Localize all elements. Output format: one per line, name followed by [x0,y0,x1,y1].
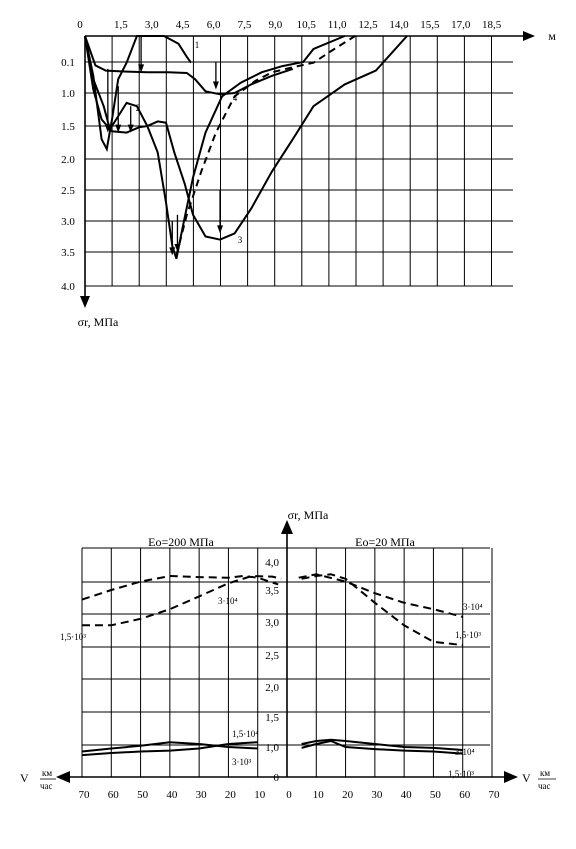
x-axis-arrow [523,31,535,41]
x-tick-label: 4,5 [175,19,190,31]
x-tick-label-left: 60 [107,789,119,801]
y-tick-label: 1,5 [265,712,279,724]
x-tick-label: 9,0 [268,19,283,31]
y-axis-arrow [80,296,90,308]
x-tick-label-right: 20 [342,789,354,801]
series-label: 1,5·10³ [448,769,474,779]
x-tick-label-left: 50 [137,789,149,801]
series-line [299,574,463,617]
x-tick-label: 10,5 [296,19,316,31]
y-tick-label: 1.0 [61,88,75,100]
series-line [85,36,407,240]
peak-arrow-head [213,82,219,90]
curve-label: 3 [237,235,243,245]
chart-stress-vs-speed [20,508,556,801]
peak-arrow-head [217,225,223,233]
x-tick-label: 18,5 [481,19,502,31]
x-tick-label-left: 20 [224,789,236,801]
series-label: 1,5·10³ [455,630,481,640]
y-tick-label: 3,5 [265,585,279,597]
y-tick-label: 3.0 [61,216,75,228]
x-tick-label-left: 10 [254,789,266,801]
series-label: 1,5·10⁴ [232,729,259,739]
x-axis-arrow-left [56,771,70,783]
x-tick-label: 1,5 [114,19,128,31]
x-tick-label: 12,5 [358,19,378,31]
x-tick-label-right: 50 [429,789,441,801]
series-line [82,576,281,625]
x-tick-label: 6,0 [206,19,221,31]
y-tick-label: 0 [273,772,279,784]
x-tick-label-left: 0 [286,789,292,801]
y-axis-arrow [281,520,293,534]
x-axis-label-left: V [20,771,29,785]
x-tick-label: 3,0 [144,19,159,31]
y-tick-label: 3,0 [265,617,279,629]
y-tick-label: 4,0 [265,557,279,569]
series-label: 3·10³ [232,757,252,767]
y-axis-label: σr, МПа [287,508,329,522]
x-tick-label-right: 40 [400,789,412,801]
x-tick-label: 15,5 [420,19,440,31]
x-tick-label-left: 70 [78,789,90,801]
panel-title-left: Eo=200 МПа [148,535,214,549]
series-label: 1,5·10³ [60,632,86,642]
series-label: 3·10⁴ [218,596,238,606]
y-tick-label: 3.5 [61,247,75,259]
curve-label: 1 [194,40,200,50]
x-tick-label: 11,0 [327,19,347,31]
panel-title-right: Eo=20 МПа [355,535,415,549]
curve-label: 4 [232,93,238,103]
curve-label: 2 [135,103,141,113]
y-tick-label: 2,0 [265,682,279,694]
y-tick-label: 4.0 [61,281,75,293]
x-axis-unit-num-left: км [42,768,53,778]
x-axis-arrow-right [504,771,518,783]
x-axis-unit: м [548,29,556,43]
x-tick-label: 7,5 [237,19,252,31]
series-line [85,36,293,94]
x-tick-label: 14,0 [389,19,409,31]
x-tick-label-right: 60 [459,789,471,801]
y-tick-label: 1.5 [61,121,75,133]
x-axis-unit-den-left: час [40,781,53,791]
y-tick-label: 2,5 [265,650,279,662]
x-axis-unit-den-right: час [538,781,551,791]
x-tick-label-left: 40 [166,789,178,801]
x-tick-label: 0 [77,19,83,31]
x-tick-label-left: 30 [195,789,207,801]
x-tick-label-right: 30 [371,789,383,801]
y-tick-label: 2.0 [61,154,75,166]
chart-stress-vs-distance [61,19,556,329]
y-axis-label: σr, МПа [77,315,119,329]
x-tick-label-right: 10 [312,789,324,801]
series-label: 3·10⁴ [463,602,483,612]
x-tick-label: 17,0 [451,19,471,31]
series-line [176,36,355,255]
y-tick-label: 0.1 [61,57,75,69]
x-axis-label-right: V [522,771,531,785]
x-axis-unit-num-right: км [540,768,551,778]
series-label: 3·10⁴ [455,747,475,757]
y-tick-label: 1,0 [265,742,279,754]
y-tick-label: 2.5 [61,185,75,197]
x-tick-label-right: 70 [488,789,500,801]
